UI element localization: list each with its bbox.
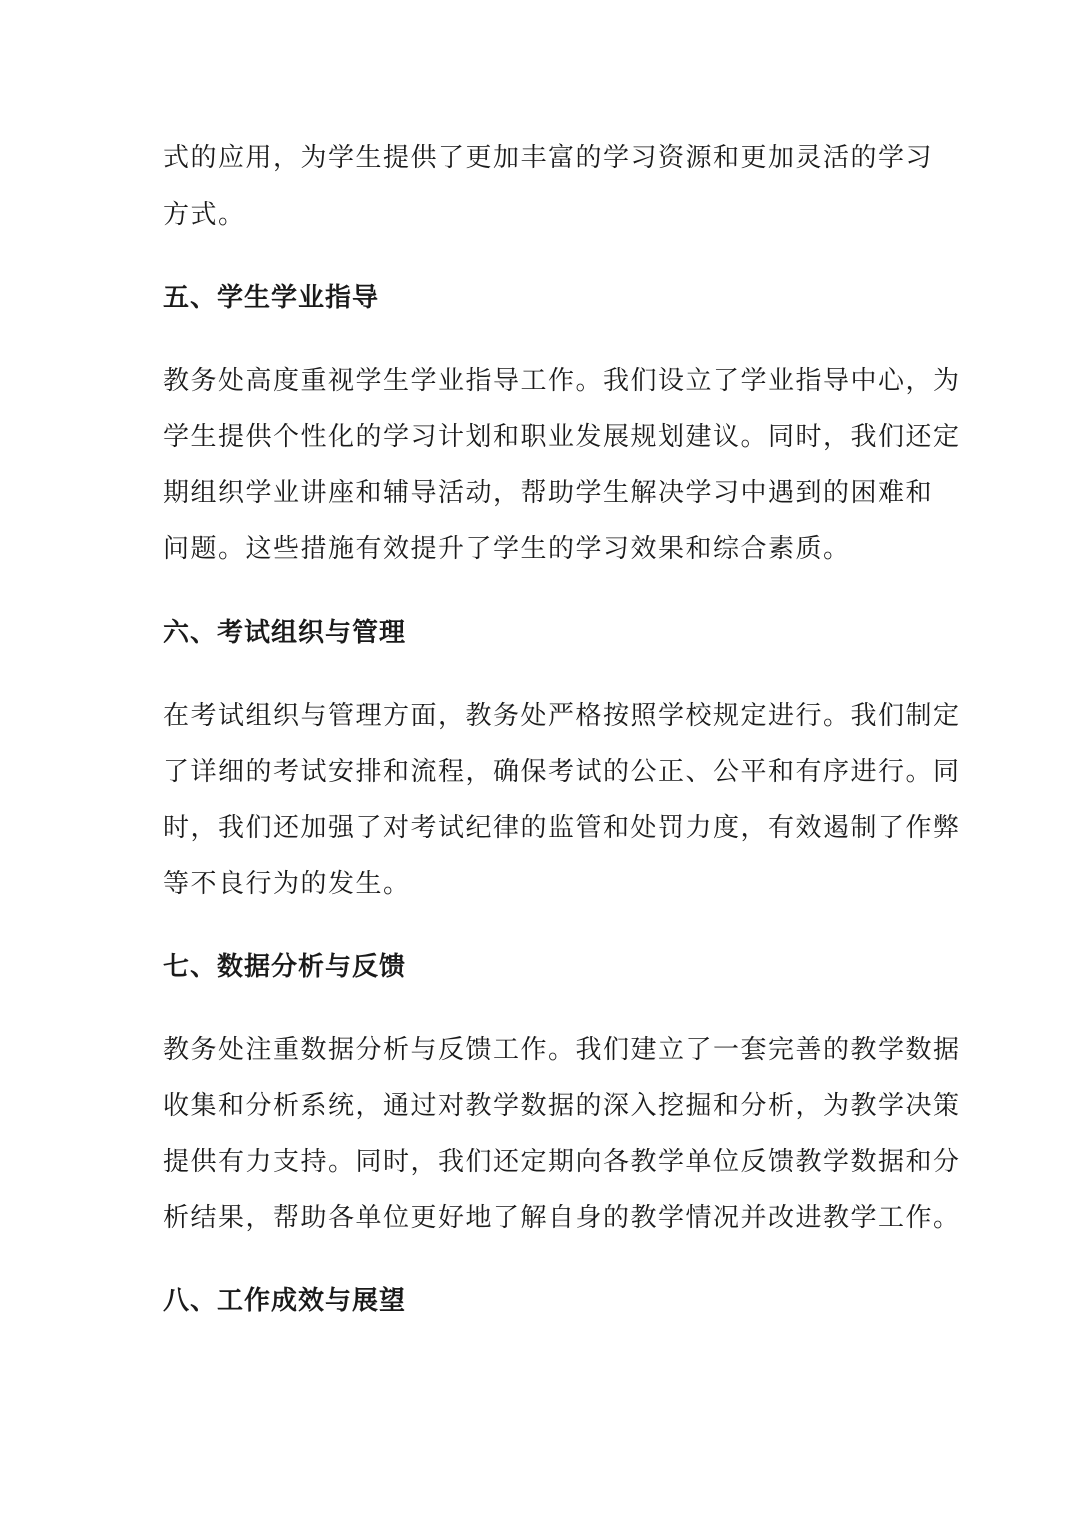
section-7-line-4: 析结果，帮助各单位更好地了解自身的教学情况并改进教学工作。 [163,1203,961,1233]
section-5-heading: 五、学生学业指导 [163,283,380,313]
section-6-line-3: 时，我们还加强了对考试纪律的监管和处罚力度，有效遏制了作弊 [163,813,961,843]
section-7-line-1: 教务处注重数据分析与反馈工作。我们建立了一套完善的教学数据 [163,1035,961,1065]
section-7-line-3: 提供有力支持。同时，我们还定期向各教学单位反馈教学数据和分 [163,1147,961,1177]
section-5-line-2: 学生提供个性化的学习计划和职业发展规划建议。同时，我们还定 [163,422,961,452]
intro-line-2: 方式。 [163,200,246,230]
section-5-line-4: 问题。这些措施有效提升了学生的学习效果和综合素质。 [163,534,851,564]
section-6-line-1: 在考试组织与管理方面，教务处严格按照学校规定进行。我们制定 [163,701,961,731]
intro-line-1: 式的应用，为学生提供了更加丰富的学习资源和更加灵活的学习 [163,143,934,173]
section-5-line-1: 教务处高度重视学生学业指导工作。我们设立了学业指导中心，为 [163,366,961,396]
section-5-line-3: 期组织学业讲座和辅导活动，帮助学生解决学习中遇到的困难和 [163,478,934,508]
section-6-line-2: 了详细的考试安排和流程，确保考试的公正、公平和有序进行。同 [163,757,961,787]
section-7-line-2: 收集和分析系统，通过对教学数据的深入挖掘和分析，为教学决策 [163,1091,961,1121]
section-7-heading: 七、数据分析与反馈 [163,952,407,982]
section-8-heading: 八、工作成效与展望 [163,1286,407,1316]
section-6-heading: 六、考试组织与管理 [163,618,407,648]
section-6-line-4: 等不良行为的发生。 [163,869,411,899]
